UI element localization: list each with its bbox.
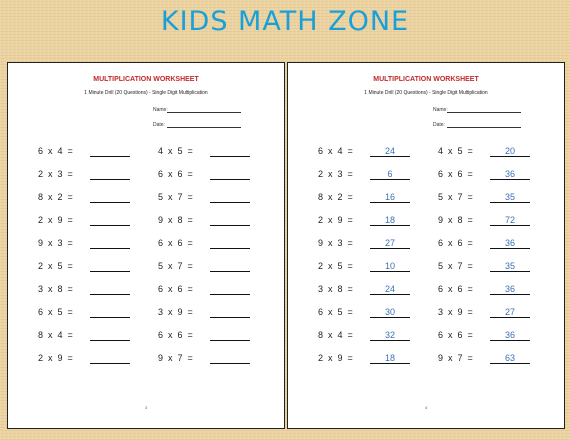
answer-blank[interactable] — [210, 283, 250, 295]
problem-expression: 6 x 6 = — [158, 238, 193, 248]
problem-row — [318, 191, 395, 203]
problem-row — [318, 168, 393, 180]
problem-row — [38, 191, 73, 203]
problem-row — [438, 283, 515, 295]
problem-expression: 2 x 9 = — [318, 353, 353, 363]
problem-expression: 2 x 3 = — [38, 169, 73, 179]
answer-blank[interactable] — [90, 145, 130, 157]
answer-blank[interactable]: 10 — [370, 260, 410, 272]
problem-row — [158, 168, 193, 180]
problem-expression: 3 x 8 = — [38, 284, 73, 294]
answer-blank[interactable] — [90, 306, 130, 318]
problem-expression: 8 x 2 = — [318, 192, 353, 202]
problem-expression: 9 x 7 = — [438, 353, 473, 363]
answer-blank[interactable] — [210, 260, 250, 272]
problem-row — [318, 352, 395, 364]
problem-expression: 5 x 7 = — [158, 192, 193, 202]
answer-blank[interactable]: 36 — [490, 237, 530, 249]
answer-blank[interactable] — [90, 191, 130, 203]
problem-expression: 4 x 5 = — [438, 146, 473, 156]
answer-blank[interactable] — [90, 214, 130, 226]
answer-blank[interactable] — [90, 283, 130, 295]
problem-row — [438, 306, 515, 318]
problem-row — [158, 260, 193, 272]
problem-row — [38, 352, 73, 364]
date-label: Date: — [433, 122, 445, 128]
problem-expression: 2 x 5 = — [318, 261, 353, 271]
banner-title: KIDS MATH ZONE — [160, 6, 410, 37]
name-field[interactable] — [153, 107, 168, 113]
problem-expression: 2 x 9 = — [38, 215, 73, 225]
answer-blank[interactable]: 27 — [490, 306, 530, 318]
name-label: Name: — [153, 107, 168, 113]
problem-expression: 6 x 6 = — [438, 169, 473, 179]
answer-blank[interactable]: 27 — [370, 237, 410, 249]
problem-expression: 2 x 5 = — [38, 261, 73, 271]
problem-expression: 6 x 4 = — [38, 146, 73, 156]
problem-row — [38, 168, 73, 180]
answer-blank[interactable]: 35 — [490, 191, 530, 203]
problem-expression: 9 x 3 = — [318, 238, 353, 248]
problem-row — [158, 214, 193, 226]
problem-row — [38, 145, 73, 157]
answer-blank[interactable]: 30 — [370, 306, 410, 318]
problem-expression: 6 x 6 = — [438, 284, 473, 294]
answer-blank[interactable]: 36 — [490, 329, 530, 341]
answer-blank[interactable]: 20 — [490, 145, 530, 157]
answer-blank[interactable]: 35 — [490, 260, 530, 272]
problem-row — [318, 237, 395, 249]
problem-row — [438, 237, 515, 249]
answer-blank[interactable]: 36 — [490, 168, 530, 180]
answer-blank[interactable] — [90, 352, 130, 364]
answer-blank[interactable] — [90, 168, 130, 180]
problem-expression: 9 x 8 = — [438, 215, 473, 225]
problem-expression: 2 x 9 = — [38, 353, 73, 363]
problem-row — [438, 260, 515, 272]
problem-expression: 6 x 5 = — [318, 307, 353, 317]
problem-row — [158, 329, 193, 341]
problem-expression: 2 x 9 = — [318, 215, 353, 225]
problem-expression: 6 x 6 = — [158, 284, 193, 294]
name-label: Name: — [433, 107, 448, 113]
problem-row — [318, 329, 395, 341]
worksheet-page-answers — [287, 62, 565, 429]
problem-expression: 8 x 4 = — [318, 330, 353, 340]
answer-blank[interactable] — [210, 191, 250, 203]
page-number: 3 — [144, 405, 148, 410]
answer-blank[interactable]: 18 — [370, 352, 410, 364]
problem-row — [158, 145, 193, 157]
problem-expression: 3 x 8 = — [318, 284, 353, 294]
answer-blank[interactable] — [210, 352, 250, 364]
problem-expression: 9 x 8 = — [158, 215, 193, 225]
problem-expression: 6 x 6 = — [158, 169, 193, 179]
problem-row — [318, 214, 395, 226]
problem-expression: 2 x 3 = — [318, 169, 353, 179]
worksheet-title: MULTIPLICATION WORKSHEET — [93, 76, 199, 83]
problem-expression: 9 x 7 = — [158, 353, 193, 363]
answer-blank[interactable] — [210, 214, 250, 226]
answer-blank[interactable]: 16 — [370, 191, 410, 203]
problem-expression: 6 x 6 = — [158, 330, 193, 340]
problem-expression: 6 x 6 = — [438, 238, 473, 248]
problem-expression: 8 x 2 = — [38, 192, 73, 202]
problem-expression: 3 x 9 = — [438, 307, 473, 317]
answer-blank[interactable]: 72 — [490, 214, 530, 226]
problem-row — [158, 191, 193, 203]
problem-row — [38, 283, 73, 295]
answer-blank[interactable] — [210, 329, 250, 341]
problem-row — [318, 145, 395, 157]
problem-row — [318, 306, 395, 318]
answer-blank[interactable]: 32 — [370, 329, 410, 341]
date-line[interactable] — [447, 127, 521, 128]
answer-blank[interactable] — [210, 237, 250, 249]
problem-row — [438, 145, 515, 157]
answer-blank[interactable]: 24 — [370, 145, 410, 157]
answer-blank[interactable] — [90, 237, 130, 249]
page-number: 4 — [424, 405, 428, 410]
problem-expression: 9 x 3 = — [38, 238, 73, 248]
problem-row — [318, 260, 395, 272]
problem-row — [438, 329, 515, 341]
worksheet-subtitle: 1 Minute Drill (20 Questions) - Single Digit Multiplication — [84, 90, 208, 96]
answer-blank[interactable]: 36 — [490, 283, 530, 295]
problem-row — [318, 283, 395, 295]
answer-blank[interactable] — [210, 168, 250, 180]
problem-expression: 3 x 9 = — [158, 307, 193, 317]
problem-row — [38, 306, 73, 318]
problem-expression: 8 x 4 = — [38, 330, 73, 340]
answer-blank[interactable] — [210, 145, 250, 157]
problem-expression: 4 x 5 = — [158, 146, 193, 156]
answer-blank[interactable]: 18 — [370, 214, 410, 226]
problem-row — [38, 214, 73, 226]
problem-row — [158, 283, 193, 295]
worksheet-page-questions — [7, 62, 285, 429]
problem-row — [438, 168, 515, 180]
date-line[interactable] — [167, 127, 241, 128]
answer-blank[interactable] — [90, 260, 130, 272]
worksheet-subtitle: 1 Minute Drill (20 Questions) - Single Digit Multiplication — [364, 90, 488, 96]
problem-row — [38, 237, 73, 249]
problem-row — [158, 352, 193, 364]
problem-expression: 6 x 6 = — [438, 330, 473, 340]
name-field[interactable] — [433, 107, 448, 113]
answer-blank[interactable]: 6 — [370, 168, 410, 180]
date-field[interactable] — [153, 122, 165, 128]
problem-row — [438, 191, 515, 203]
problem-expression: 5 x 7 = — [438, 192, 473, 202]
worksheet-title: MULTIPLICATION WORKSHEET — [373, 76, 479, 83]
date-field[interactable] — [433, 122, 445, 128]
answer-blank[interactable]: 63 — [490, 352, 530, 364]
name-line[interactable] — [447, 112, 521, 113]
problem-expression: 6 x 5 = — [38, 307, 73, 317]
problem-expression: 5 x 7 = — [158, 261, 193, 271]
problem-row — [158, 306, 193, 318]
answer-blank[interactable]: 24 — [370, 283, 410, 295]
problem-row — [158, 237, 193, 249]
problem-row — [438, 214, 515, 226]
date-label: Date: — [153, 122, 165, 128]
problem-row — [38, 260, 73, 272]
name-line[interactable] — [167, 112, 241, 113]
answer-blank[interactable] — [90, 329, 130, 341]
problem-row — [438, 352, 515, 364]
problem-expression: 5 x 7 = — [438, 261, 473, 271]
problem-row — [38, 329, 73, 341]
answer-blank[interactable] — [210, 306, 250, 318]
problem-expression: 6 x 4 = — [318, 146, 353, 156]
